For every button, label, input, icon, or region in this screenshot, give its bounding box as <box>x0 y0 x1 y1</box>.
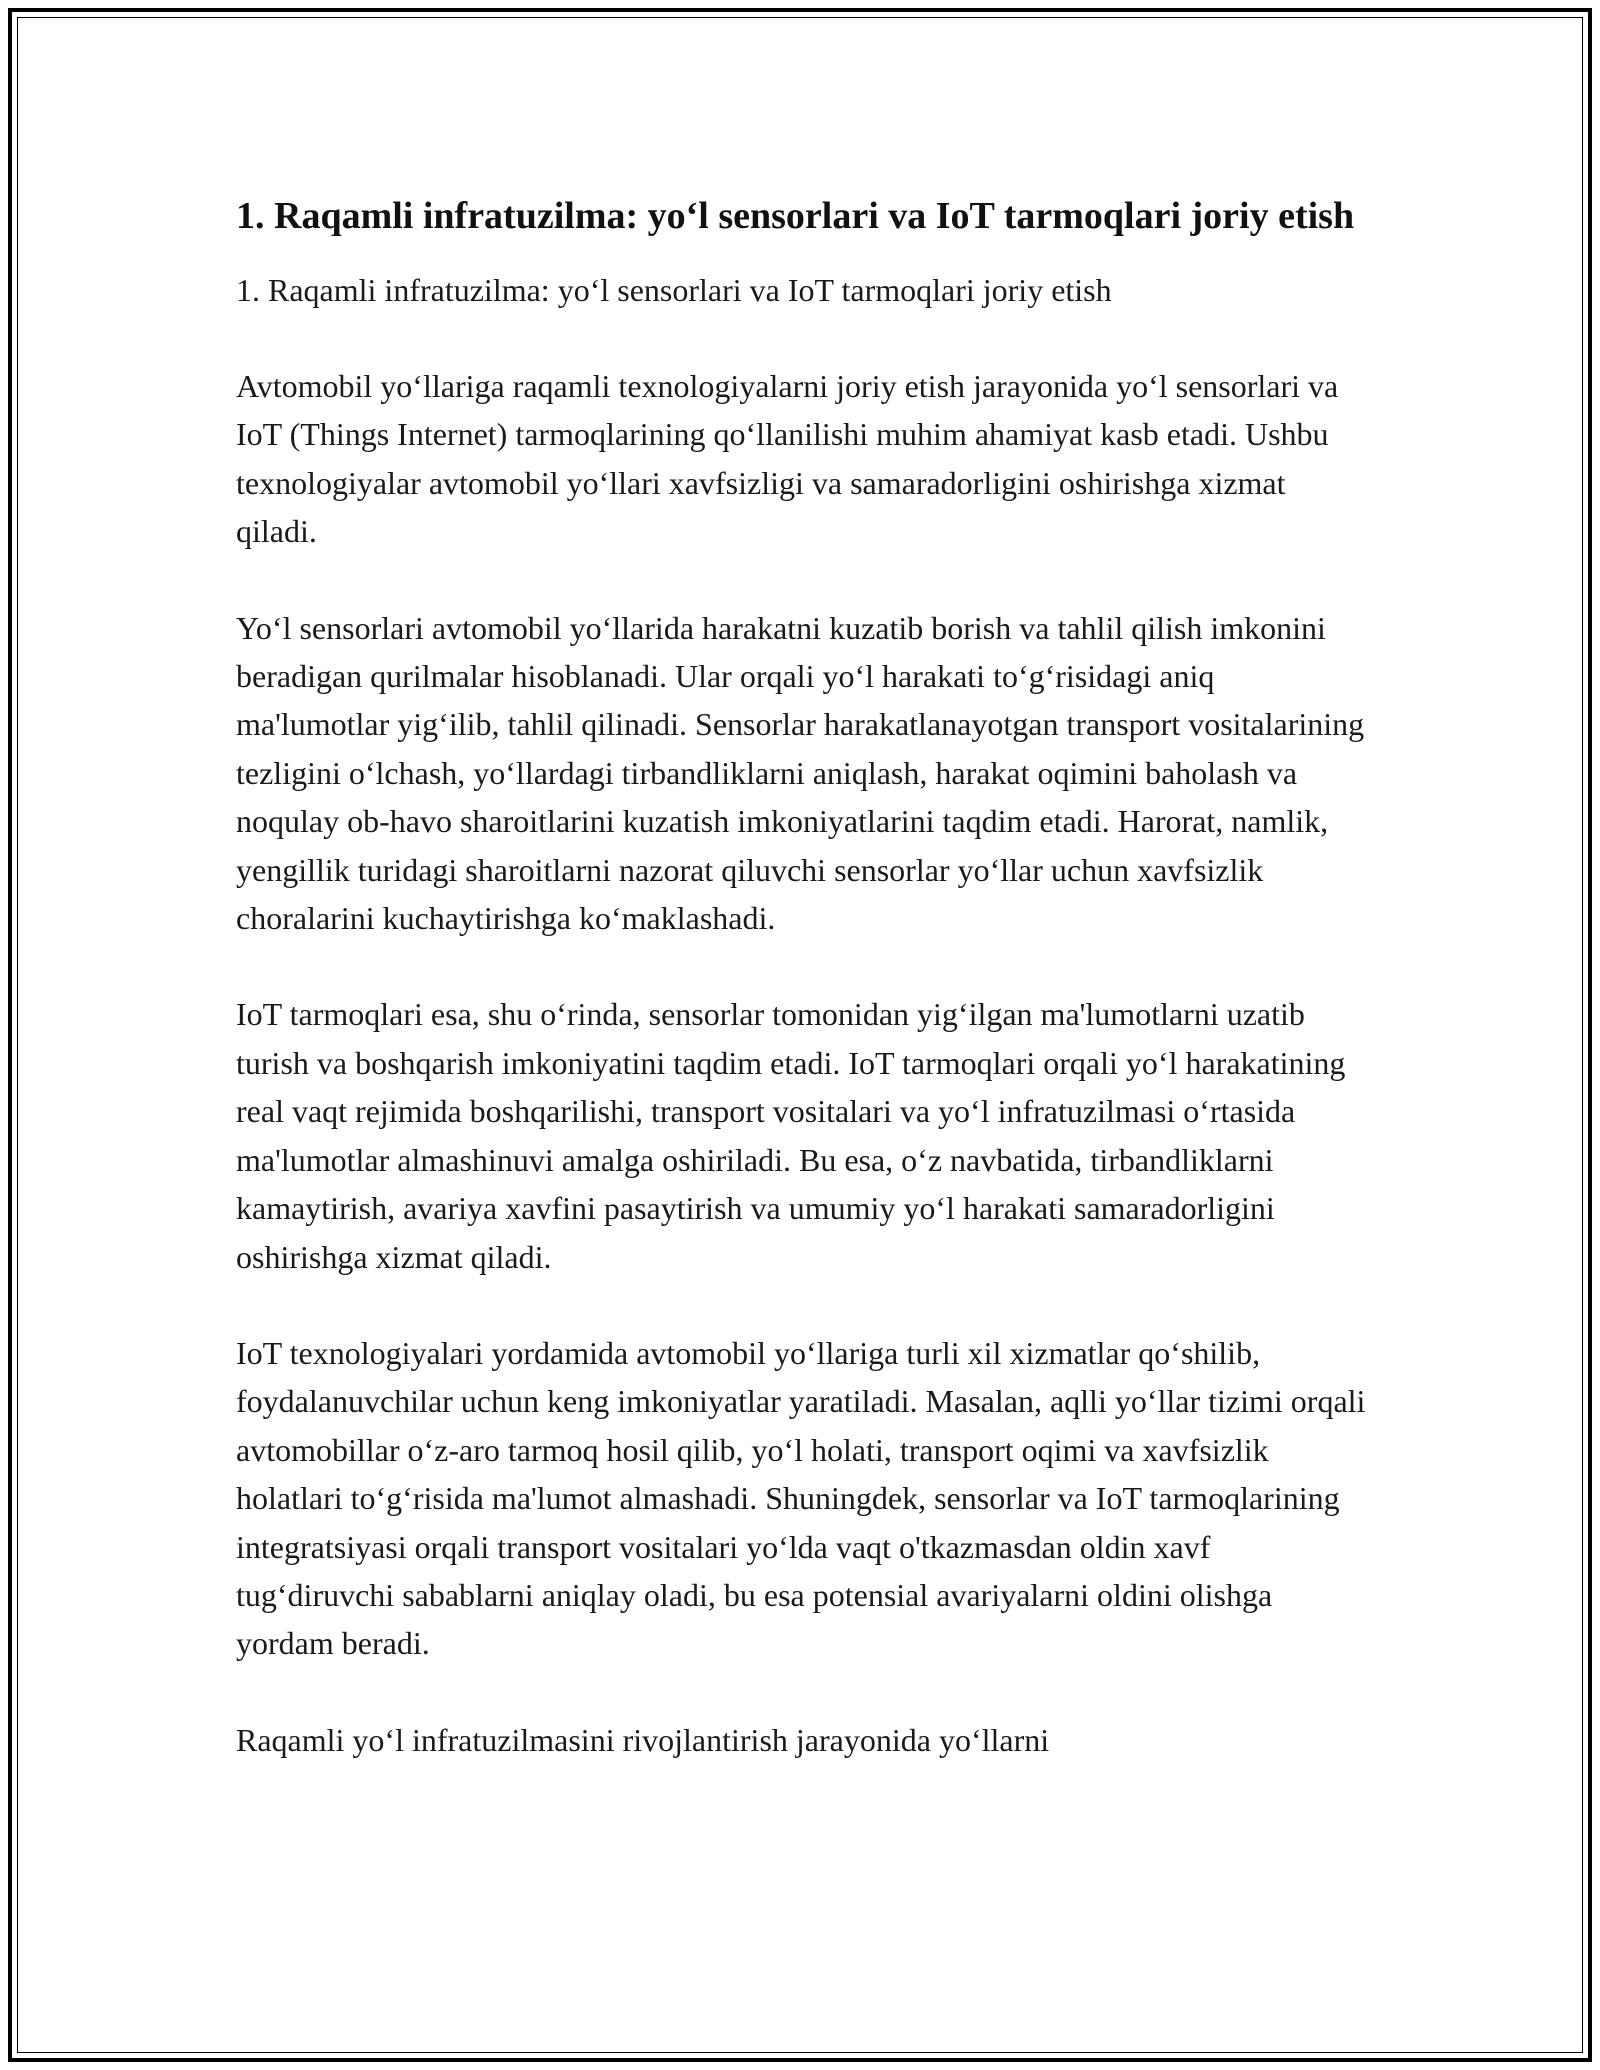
paragraph-2: Yo‘l sensorlari avtomobil yo‘llarida harakatni kuzatib borish va tahlil qilish imkonini beradigan qurilmalar hisoblanadi. Ular orqali yo‘l harakati to‘g‘risidagi aniq ma'lumotlar yig‘ilib, tahlil qilinadi. Sensorlar harakatlanayotgan transport vositalarining tezligini o‘lchash, yo‘llardagi tirbandliklarni aniqlash, harakat oqimini baholash va noqulay ob-havo sharoitlarini kuzatish imkoniyatlarini taqdim etadi. Harorat, namlik, yengillik turidagi sharoitlarni nazorat qiluvchi sensorlar yo‘llar uchun xavfsizlik choralarini kuchaytirishga ko‘maklashadi. <box>236 609 1365 937</box>
paragraph-5: Raqamli yo‘l infratuzilmasini rivojlantirish jarayonida yo‘llarni <box>236 1721 1050 1758</box>
paragraph-3: IoT tarmoqlari esa, shu o‘rinda, sensorlar tomonidan yig‘ilgan ma'lumotlarni uzatib turish va boshqarish imkoniyatini taqdim etadi. IoT tarmoqlari orqali yo‘l harakatining real vaqt rejimida boshqarilishi, transport vositalari va yo‘l infratuzilmasi o‘rtasida ma'lumotlar almashinuvi amalga oshiriladi. Bu esa, o‘z navbatida, tirbandliklarni kamaytirish, avariya xavfini pasaytirish va umumiy yo‘l harakati samaradorligini oshirishga xizmat qiladi. <box>236 996 1346 1275</box>
document-title: 1. Raqamli infratuzilma: yo‘l sensorlari va IoT tarmoqlari joriy etish <box>236 195 1355 237</box>
document-body <box>236 188 1366 1812</box>
document-subtitle: 1. Raqamli infratuzilma: yo‘l sensorlari va IoT tarmoqlari joriy etish <box>236 272 1112 308</box>
paragraph-1: Avtomobil yo‘llariga raqamli texnologiyalarni joriy etish jarayonida yo‘l sensorlari va IoT (Things Internet) tarmoqlarining qo‘llanilishi muhim ahamiyat kasb etadi. Ushbu texnologiyalar avtomobil yo‘llari xavfsizligi va samaradorligini oshirishga xizmat qiladi. <box>236 368 1339 550</box>
paragraph-4: IoT texnologiyalari yordamida avtomobil yo‘llariga turli xil xizmatlar qo‘shilib, foydalanuvchilar uchun keng imkoniyatlar yaratiladi. Masalan, aqlli yo‘llar tizimi orqali avtomobillar o‘z-aro tarmoq hosil qilib, yo‘l holati, transport oqimi va xavfsizlik holatlari to‘g‘risida ma'lumot almashadi. Shuningdek, sensorlar va IoT tarmoqlarining integratsiyasi orqali transport vositalari yo‘lda vaqt o'tkazmasdan oldin xavf tug‘diruvchi sabablarni aniqlay oladi, bu esa potensial avariyalarni oldini olishga yordam beradi. <box>236 1334 1366 1662</box>
